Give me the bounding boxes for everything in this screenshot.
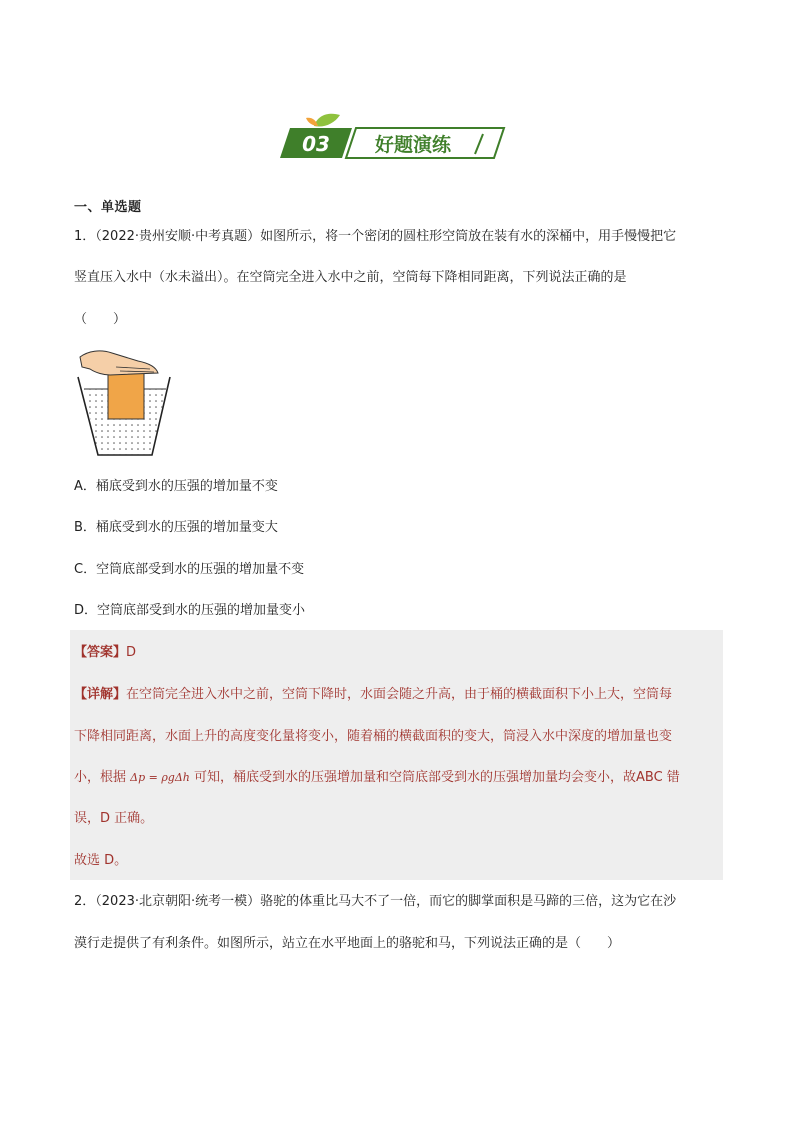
answer-conclusion: 故选 D。	[74, 853, 128, 868]
detail-text3-post: 可知，桶底受到水的压强增加量和空筒底部受到水的压强增加量均会变小，故ABC 错	[189, 770, 680, 785]
q1-stem-line1: 1．（2022·贵州安顺·中考真题）如图所示，将一个密闭的圆柱形空筒放在装有水的深桶中，用手慢慢把它	[74, 229, 677, 244]
q1-option-c: C．空筒底部受到水的压强的增加量不变	[74, 562, 305, 577]
leaf-icon	[314, 114, 340, 127]
q1-stem-line2: 竖直压入水中（水未溢出）。在空筒完全进入水中之前，空筒每下降相同距离，下列说法正确的是	[74, 270, 627, 285]
q1-option-d: D．空筒底部受到水的压强的增加量变小	[74, 603, 306, 618]
detail-line4: 误，D 正确。	[74, 811, 154, 826]
detail-text1: 在空筒完全进入水中之前，空筒下降时，水面会随之升高，由于桶的横截面积下小上大，空筒每	[126, 687, 673, 702]
q1-option-b: B．桶底受到水的压强的增加量变大	[74, 520, 278, 535]
detail-line1	[74, 688, 672, 702]
q1-paren: （ ）	[74, 312, 127, 327]
section-heading: 一、单选题	[74, 200, 142, 215]
answer-label: 【答案】	[74, 645, 127, 660]
banner-title: 好题演练	[374, 134, 452, 156]
answer-value: D	[126, 645, 137, 660]
detail-line2: 下降相同距离，水面上升的高度变化量将变小，随着桶的横截面积的变大，筒浸入水中深度的增加量也变	[74, 729, 673, 744]
banner-number: 03	[302, 132, 330, 156]
q1-option-a: A．桶底受到水的压强的增加量不变	[74, 479, 278, 494]
section-banner	[278, 112, 508, 162]
q2-stem-line2: 漠行走提供了有利条件。如图所示，站立在水平地面上的骆驼和马，下列说法正确的是（ ）	[74, 936, 621, 951]
answer-line	[74, 646, 136, 660]
pressure-formula: Δp = ρgΔh	[130, 771, 190, 784]
detail-line3	[74, 771, 680, 785]
q2-stem-line1: 2．（2023·北京朝阳·统考一模）骆驼的体重比马大不了一倍，而它的脚掌面积是马蹄的三倍，这为它在沙	[74, 894, 677, 909]
detail-label: 【详解】	[74, 687, 127, 702]
cylinder	[108, 371, 144, 419]
answer-box	[70, 630, 723, 880]
bucket-figure	[76, 345, 172, 457]
detail-text3-pre: 小，根据	[74, 770, 131, 785]
